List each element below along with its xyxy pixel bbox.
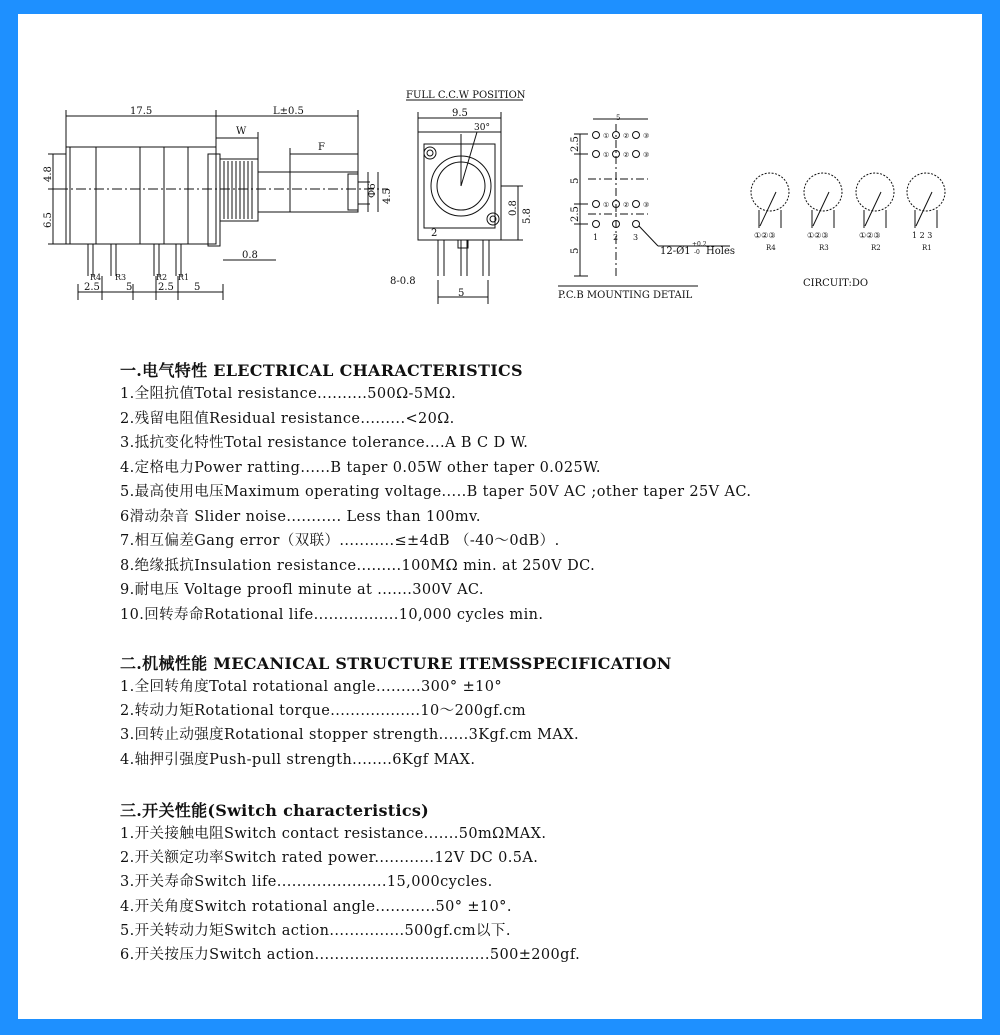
pin-label-r1: R1 [178, 273, 190, 282]
pcb-pad-2-top: ② [623, 132, 630, 140]
dim-length: L±0.5 [273, 106, 304, 117]
pcb-dim-2-5-b: 2.5 [570, 206, 581, 222]
pin-label-r3: R3 [115, 273, 127, 282]
circuit-label-r1: R1 [922, 244, 932, 252]
dim-17-5: 17.5 [130, 106, 153, 117]
pcb-pad-1-row3: ① [603, 201, 610, 209]
front-view-drawing [406, 100, 523, 304]
pitch-2-5-a: 2.5 [84, 282, 100, 293]
circuit-pins-r4: ①②③ [754, 231, 776, 240]
spec-item: 3.抵抗变化特性Total resistance tolerance....A B C D W. [120, 435, 529, 451]
electrical-characteristics [120, 360, 751, 627]
spec-item: 4.开关角度Switch rotational angle............50° ±10°. [120, 898, 512, 915]
pin-label-r4: R4 [90, 273, 102, 282]
circuit-title: CIRCUIT:DO [803, 278, 869, 289]
circuit-diagram [751, 173, 945, 228]
spec-list [120, 382, 751, 627]
spec-item: 3.回转止动强度Rotational stopper strength......3Kgf.cm MAX. [120, 727, 580, 744]
dim-0-8-front: 0.8 [508, 200, 519, 216]
dim-f: F [318, 142, 325, 153]
spec-item: 10.回转寿命Rotational life.................10,000 cycles min. [120, 606, 544, 623]
spec-item: 1.开关接触电阻Switch contact resistance.......50mΩMAX. [120, 826, 547, 842]
spec-list [120, 822, 580, 967]
section-title: 一.电气特性 ELECTRICAL CHARACTERISTICS [120, 361, 523, 380]
dim-4-5: 4.5 [382, 188, 393, 204]
spec-item: 1.全回转角度Total rotational angle.........300° ±10° [120, 679, 503, 695]
pin-label-r2: R2 [156, 273, 168, 282]
pcb-dim-5-bottom: 5 [570, 247, 581, 254]
technical-drawings [18, 14, 982, 344]
dim-5-8: 5.8 [522, 208, 533, 224]
dim-4-8: 4.8 [43, 166, 54, 182]
side-view-drawing [48, 110, 388, 300]
spec-item: 5.最高使用电压Maximum operating voltage.....B taper 50V AC ;other taper 25V AC. [120, 484, 752, 500]
pcb-pad-1-top: ① [603, 132, 610, 140]
dim-2: 2 [431, 228, 438, 239]
section-title: 二.机械性能 MECANICAL STRUCTURE ITEMSSPECIFICATION [120, 654, 672, 673]
spec-item: 4.轴押引强度Push-pull strength........6Kgf MAX. [120, 751, 476, 768]
pcb-dim-5-top: 5 [616, 114, 621, 122]
mechanical-characteristics [120, 653, 672, 772]
pcb-pad-3-top: ③ [643, 132, 650, 140]
pcb-dim-5-mid: 5 [570, 177, 581, 184]
pcb-dim-2-5-a: 2.5 [570, 136, 581, 152]
dim-6-5: 6.5 [43, 212, 54, 228]
dim-w: W [236, 126, 247, 137]
spec-item: 1.全阻抗值Total resistance..........500Ω-5MΩ. [120, 386, 457, 402]
dim-phi6: Φ6 [367, 183, 378, 198]
switch-characteristics [120, 800, 580, 967]
spec-item: 6滑动杂音 Slider noise........... Less than 100mv. [120, 508, 481, 525]
spec-list [120, 675, 672, 772]
spec-item: 9.耐电压 Voltage proofl minute at .......300V AC. [120, 582, 484, 598]
datasheet-page [18, 14, 982, 1019]
spec-item: 2.转动力矩Rotational torque..................10～200gf.cm [120, 703, 527, 720]
front-view-title: FULL C.C.W POSITION [406, 90, 526, 101]
spec-item: 5.开关转动力矩Switch action...............500gf.cm以下. [120, 922, 511, 939]
spec-item: 4.定格电力Power ratting......B taper 0.05W other taper 0.025W. [120, 459, 601, 476]
pcb-holes-suffix: Holes [706, 246, 735, 257]
spec-item: 7.相互偏差Gang error（双联）...........≤±4dB （-40～0dB）. [120, 533, 560, 549]
circuit-label-r2: R2 [871, 244, 881, 252]
pcb-title: P.C.B MOUNTING DETAIL [558, 290, 693, 301]
pcb-pad-2-row3: ② [623, 201, 630, 209]
pitch-5-b: 5 [194, 282, 201, 293]
spec-item: 2.开关额定功率Switch rated power............12V DC 0.5A. [120, 850, 539, 867]
pcb-holes-tol-plus: +0.2 [692, 241, 707, 248]
pcb-bottom-3: 3 [633, 233, 639, 242]
pcb-pad-3-row2: ③ [643, 151, 650, 159]
pcb-holes-tol-minus: -0 [694, 249, 700, 256]
pcb-pad-1-row2: ① [603, 151, 610, 159]
pcb-pad-2-row2: ② [623, 151, 630, 159]
dim-8-0-8: 8-0.8 [390, 276, 416, 287]
spec-item: 3.开关寿命Switch life......................15,000cycles. [120, 874, 493, 891]
pcb-bottom-2: 2 [613, 233, 619, 242]
pcb-bottom-1: 1 [593, 233, 599, 242]
circuit-label-r3: R3 [819, 244, 829, 252]
pcb-holes-label: 12-Ø1 [660, 246, 691, 257]
section-title: 三.开关性能(Switch characteristics) [120, 801, 430, 820]
dim-9-5: 9.5 [452, 108, 468, 119]
spec-item: 6.开关按压力Switch action...................................500±200gf. [120, 947, 581, 964]
pitch-2-5-b: 2.5 [158, 282, 174, 293]
pcb-pad-3-row3: ③ [643, 201, 650, 209]
pitch-5-a: 5 [126, 282, 133, 293]
dim-5-front: 5 [458, 288, 465, 299]
spec-item: 8.绝缘抵抗Insulation resistance.........100MΩ min. at 250V DC. [120, 557, 596, 574]
circuit-label-r4: R4 [766, 244, 776, 252]
dim-0-8-side: 0.8 [242, 250, 258, 261]
circuit-pins-r2: ①②③ [859, 231, 881, 240]
dim-30-deg: 30° [474, 123, 490, 133]
circuit-pins-r3: ①②③ [807, 231, 829, 240]
spec-item: 2.残留电阻值Residual resistance.........<20Ω. [120, 410, 455, 427]
circuit-pins-r1: 1 2 3 [912, 231, 933, 240]
